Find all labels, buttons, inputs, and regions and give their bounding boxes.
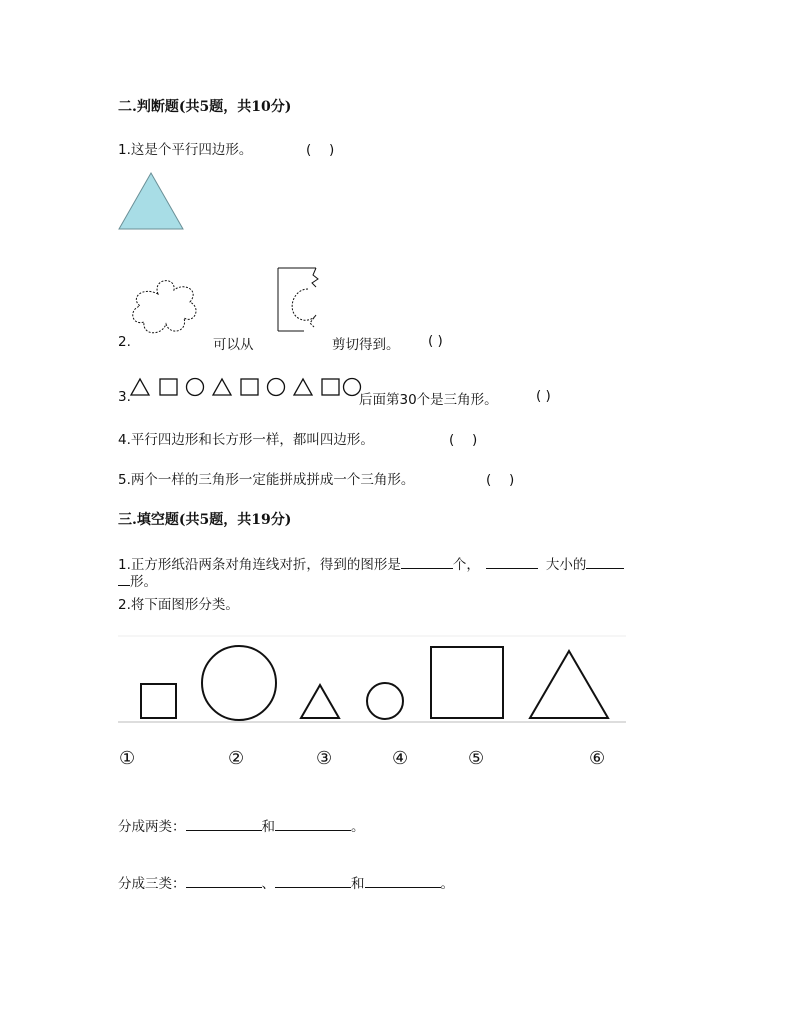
three-groups-and: 和 — [351, 876, 365, 892]
triangle-shape — [119, 173, 183, 229]
answer-blank[interactable] — [118, 573, 130, 586]
question-3-text: 后面第30个是三角形。 — [359, 392, 498, 408]
fill-question-1-text-b: 个， — [452, 557, 480, 573]
two-groups-line — [118, 815, 365, 835]
shape-label-2: ② — [228, 748, 245, 769]
fill-question-1-text-a: 1.正方形纸沿两条对角连线对折，得到的图形是 — [118, 557, 401, 573]
three-groups-sep: 、 — [261, 876, 275, 892]
cloud-figure — [128, 276, 206, 338]
question-1-text: 1.这是个平行四边形。 — [118, 142, 253, 158]
section-heading-fill-blank: 三.填空题(共5题，共19分) — [118, 512, 292, 528]
fill-question-1-text-c: 大小的 — [545, 557, 587, 573]
answer-blank[interactable] — [186, 875, 262, 888]
question-5-text: 5.两个一样的三角形一定能拼成拼成一个三角形。 — [118, 472, 415, 488]
seq-square — [241, 379, 258, 395]
answer-blank[interactable] — [186, 818, 262, 831]
three-groups-end: 。 — [440, 876, 454, 892]
shape-5-large-square — [431, 647, 503, 718]
answer-blank[interactable] — [401, 556, 453, 569]
cut-hole-shape — [292, 289, 316, 327]
two-groups-and: 和 — [261, 819, 275, 835]
shape-label-5: ⑤ — [468, 748, 485, 769]
triangle-figure — [118, 172, 184, 230]
answer-paren-2[interactable]: ( ) — [428, 333, 443, 349]
question-3-number: 3. — [118, 389, 131, 405]
fill-question-2-text: 2.将下面图形分类。 — [118, 597, 239, 613]
seq-triangle — [131, 379, 149, 395]
shape-label-6: ⑥ — [589, 748, 606, 769]
question-2-number: 2. — [118, 334, 131, 350]
answer-blank[interactable] — [275, 818, 351, 831]
seq-circle — [268, 379, 285, 396]
answer-blank[interactable] — [275, 875, 351, 888]
shape-4-small-circle — [367, 683, 403, 719]
shape-sequence — [130, 378, 362, 398]
seq-square — [322, 379, 339, 395]
three-groups-line — [118, 872, 454, 892]
two-groups-end: 。 — [351, 819, 365, 835]
fill-question-1-text-d: 形。 — [130, 574, 157, 590]
question-4-text: 4.平行四边形和长方形一样，都叫四边形。 — [118, 432, 374, 448]
shapes-figure — [118, 636, 628, 728]
answer-blank[interactable] — [586, 556, 624, 569]
three-groups-label: 分成三类： — [118, 876, 186, 892]
answer-paren-4[interactable]: ( ) — [449, 432, 478, 448]
question-2-end-text: 剪切得到。 — [332, 337, 400, 353]
answer-paren-1[interactable]: ( ) — [306, 142, 335, 158]
shape-3-small-triangle — [301, 685, 339, 718]
shape-1-small-square — [141, 684, 176, 718]
shape-label-1: ① — [119, 748, 136, 769]
question-2-mid-text: 可以从 — [213, 337, 254, 353]
fill-question-1-line2 — [118, 570, 157, 590]
seq-circle — [187, 379, 204, 396]
cloud-shape — [133, 281, 196, 333]
answer-blank[interactable] — [486, 556, 538, 569]
answer-blank[interactable] — [365, 875, 441, 888]
shape-2-large-circle — [202, 646, 276, 720]
answer-paren-5[interactable]: ( ) — [486, 472, 515, 488]
answer-paren-3[interactable]: ( ) — [536, 388, 551, 404]
fill-question-1-line1 — [118, 553, 624, 573]
shape-label-4: ④ — [392, 748, 409, 769]
seq-square — [160, 379, 177, 395]
cut-paper-shape — [278, 268, 318, 331]
seq-triangle — [213, 379, 231, 395]
seq-circle — [344, 379, 361, 396]
section-heading-judgment: 二.判断题(共5题，共10分) — [118, 99, 292, 115]
shape-6-large-triangle — [530, 651, 608, 718]
shape-label-3: ③ — [316, 748, 333, 769]
cut-paper-figure — [276, 267, 322, 333]
two-groups-label: 分成两类： — [118, 819, 186, 835]
seq-triangle — [294, 379, 312, 395]
